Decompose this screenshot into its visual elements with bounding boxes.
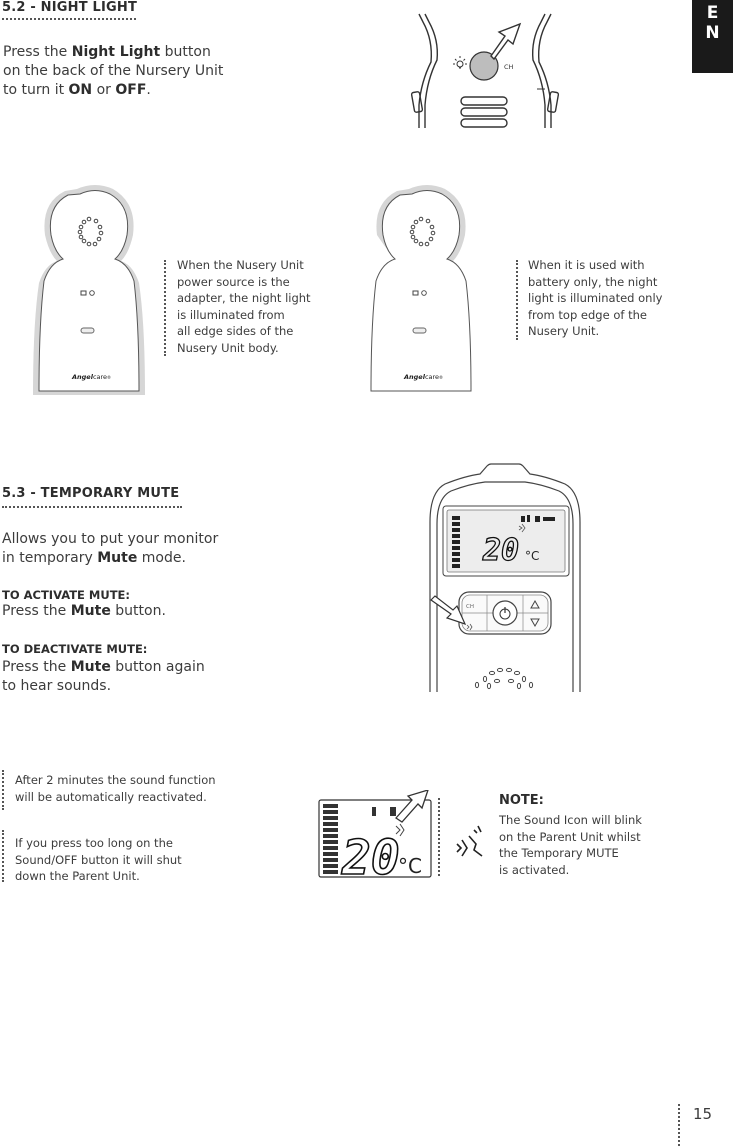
night-light-instructions: Press the Night Light button on the back of the Nursery Unit to turn it ON or OFF. <box>3 44 224 98</box>
dotted-divider <box>516 260 518 340</box>
language-tab-letter-1: E <box>706 3 719 23</box>
sound-blink-icon <box>452 822 488 860</box>
reactivation-note: After 2 minutes the sound function will be automatically reactivated. <box>15 773 216 804</box>
activate-mute-text: Press the Mute button. <box>2 603 166 619</box>
temporary-mute-heading: 5.3 - TEMPORARY MUTE <box>2 486 180 501</box>
language-tab <box>692 0 733 73</box>
lcd-temperature: 20 <box>342 830 400 882</box>
brand-logo: Angelcare® <box>404 373 444 381</box>
deactivate-mute-text: Press the Mute button again to hear sounds. <box>2 659 205 694</box>
adapter-note: When the Nusery Unit power source is the adapter, the night light is illuminated from all edge sides of the Nusery Unit body. <box>177 258 311 355</box>
shutdown-warning-note: If you press too long on the Sound/OFF button it will shut down the Parent Unit. <box>15 836 182 883</box>
nursery-unit-adapter-illustration <box>25 183 165 398</box>
nursery-unit-battery-illustration <box>357 183 497 398</box>
dotted-divider <box>2 830 4 882</box>
dotted-divider <box>164 260 166 356</box>
lcd-temperature-unit: °C <box>398 854 422 878</box>
dotted-divider <box>438 798 440 876</box>
mute-intro: Allows you to put your monitor in temporary Mute mode. <box>2 531 219 566</box>
page-number-divider <box>678 1104 680 1146</box>
brand-logo: Angelcare® <box>72 373 112 381</box>
heading-underline <box>2 506 182 508</box>
activate-mute-heading: TO ACTIVATE MUTE: <box>2 588 130 602</box>
ch-label: CH <box>466 604 474 610</box>
night-light-heading: 5.2 - NIGHT LIGHT <box>2 0 138 15</box>
note-heading: NOTE: <box>499 793 544 808</box>
lcd-display-illustration <box>312 790 452 882</box>
parent-unit-illustration <box>425 462 585 692</box>
dotted-divider <box>2 770 4 810</box>
ch-label: CH <box>504 63 514 71</box>
heading-underline <box>2 18 136 20</box>
language-tab-letter-2: N <box>705 23 720 43</box>
lcd-temperature-unit: °C <box>525 549 540 563</box>
battery-note: When it is used with battery only, the night light is illuminated only from top edge of the Nusery Unit. <box>528 258 663 338</box>
note-body: The Sound Icon will blink on the Parent Unit whilst the Temporary MUTE is activated. <box>499 813 642 877</box>
lcd-temperature: 20 <box>483 533 520 568</box>
nursery-unit-back-illustration <box>395 10 575 128</box>
deactivate-mute-heading: TO DEACTIVATE MUTE: <box>2 642 148 656</box>
page-number: 15 <box>693 1105 713 1123</box>
